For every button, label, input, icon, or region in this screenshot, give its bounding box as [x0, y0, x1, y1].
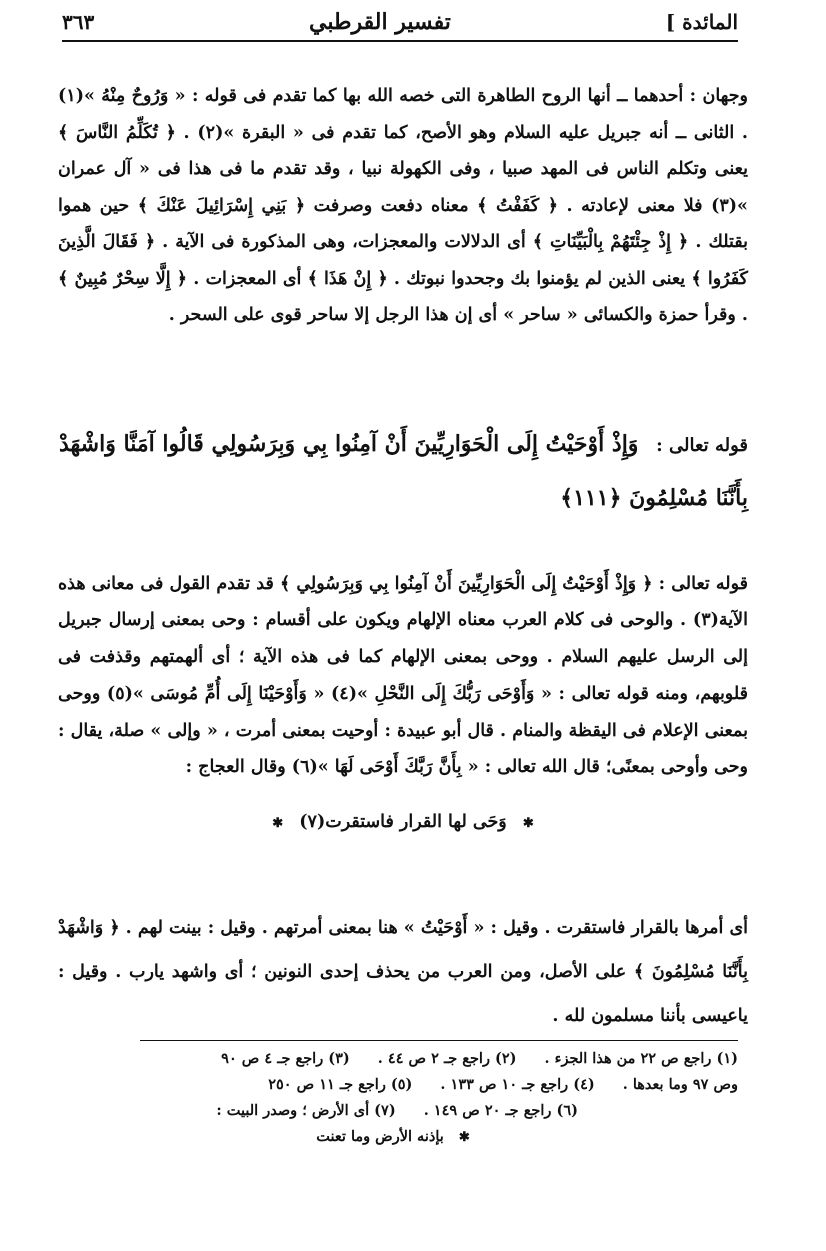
page-number: ٣٦٣	[62, 10, 95, 34]
surah-name: المائدة ]	[665, 10, 738, 34]
poem-verse	[58, 804, 748, 843]
footnote: (٣) راجع جـ ٤ ص ٩٠	[221, 1050, 350, 1067]
paragraph-text: قوله تعالى : ﴿ وَإِذْ أَوْحَيْتُ إِلَى الْحَوَارِيِّينَ أَنْ آمِنُوا بِي وَبِرَسُولِي ﴾ قد تقدم القول فى معانى هذه الآية(٣) . والوحى فى كلام العرب معناه الإلهام ويكون على أقسام : وحى بمعنى إرسال جبريل إلى الرسل عليهم السلام . ووحى بمعنى الإلهام كما فى هذه الآية ؛ أى ألهمتهم وقذفت فى قلوبهم، ومنه قوله تعالى : « وَأَوْحَى رَبُّكَ إِلَى النَّحْلِ »(٤) « وَأَوْحَيْنَا إِلَى أُمِّ مُوسَى »(٥) ووحى بمعنى الإعلام فى اليقظة والمنام . قال أبو عبيدة : أوحيت بمعنى أمرت ، « وإلى » صلة، يقال : وحى وأوحى بمعنًى؛ قال الله تعالى : « بِأَنَّ رَبَّكَ أَوْحَى لَهَا »(٦) وقال العجاج :	[58, 573, 749, 778]
footnote-poem	[316, 1124, 480, 1151]
footnote-row	[58, 1098, 738, 1124]
footnote-row	[58, 1072, 738, 1098]
book-title: تفسير القرطبي	[309, 9, 451, 35]
quran-verse	[58, 418, 748, 524]
footnotes	[58, 1046, 738, 1151]
commentary-paragraph-3	[58, 888, 748, 1055]
footnote: (١) راجع ص ٢٢ من هذا الجزء .	[544, 1050, 738, 1067]
footnote: (٧) أى الأرض ؛ وصدر البيت :	[216, 1102, 396, 1119]
star-icon: ✱	[272, 815, 284, 831]
poem-text: وَحَى لها القرار فاستقرت(٧)	[299, 811, 507, 832]
footnote: (٥) راجع جـ ١١ ص ٢٥٠	[268, 1076, 413, 1093]
paragraph-text: وجهان : أحدهما ــ أنها الروح الطاهرة التى خصه الله بها كما تقدم فى قوله : « وَرُوحٌ مِنْهُ »(١) . الثانى ــ أنه جبريل عليه السلام وهو الأصح، كما تقدم فى « البقرة »(٢) . ﴿ تُكَلِّمُ النَّاسَ ﴾ يعنى وتكلم الناس فى المهد صبيا ، وفى الكهولة نبيا ، وقد تقدم ما فى هذا فى « آل عمران »(٣) فلا معنى لإعادته . ﴿ كَفَفْتُ ﴾ معناه دفعت وصرفت ﴿ بَنِي إِسْرَائِيلَ عَنْكَ ﴾ حين هموا بقتلك . ﴿ إِذْ جِئْتَهُمْ بِالْبَيِّنَاتِ ﴾ أى الدلالات والمعجزات، وهى المذكورة فى الآية . ﴿ فَقَالَ الَّذِينَ كَفَرُوا ﴾ يعنى الذين لم يؤمنوا بك وجحدوا نبوتك . ﴿ إِنْ هَذَا ﴾ أى المعجزات . ﴿ إِلَّا سِحْرٌ مُبِينٌ ﴾ . وقرأ حمزة والكسائى « ساحر » أى إن هذا الرجل إلا ساحر قوى على السحر .	[58, 86, 748, 325]
verse-text: وَإِذْ أَوْحَيْتُ إِلَى الْحَوَارِيِّينَ أَنْ آمِنُوا بِي وَبِرَسُولِي قَالُوا آمَنَّا وَاشْهَدْ بِأَنَّنَا مُسْلِمُونَ ﴿١١١﴾	[58, 431, 748, 511]
page-header	[62, 6, 738, 38]
footnote: (٦) راجع جـ ٢٠ ص ١٤٩ .	[423, 1102, 578, 1119]
footnote: (٢) راجع جـ ٢ ص ٤٤ .	[377, 1050, 517, 1067]
footnote: (٤) راجع جـ ١٠ ص ١٣٣ .	[440, 1076, 595, 1093]
commentary-paragraph-1	[58, 78, 748, 334]
header-rule	[62, 40, 738, 42]
footnote: وص ٩٧ وما بعدها .	[622, 1076, 738, 1093]
footnote-row	[58, 1124, 738, 1151]
paragraph-text: أى أمرها بالقرار فاستقرت . وقيل : « أَوْحَيْتُ » هنا بمعنى أمرتهم . وقيل : بينت لهم . ﴿ وَاشْهَدْ بِأَنَّنَا مُسْلِمُونَ ﴾ على الأصل، ومن العرب من يحذف إحدى النونين ؛ أى واشهد يارب . وقيل : ياعيسى بأننا مسلمون لله .	[58, 917, 748, 1026]
star-icon: ✱	[458, 1130, 470, 1145]
commentary-paragraph-2	[58, 548, 748, 851]
footnote-rule	[140, 1040, 738, 1041]
footnote-row	[58, 1046, 738, 1072]
footnote-poem-text: بإذنه الأرض وما تعنت	[316, 1128, 444, 1145]
star-icon: ✱	[522, 815, 534, 831]
verse-label: قوله تعالى :	[656, 435, 748, 456]
